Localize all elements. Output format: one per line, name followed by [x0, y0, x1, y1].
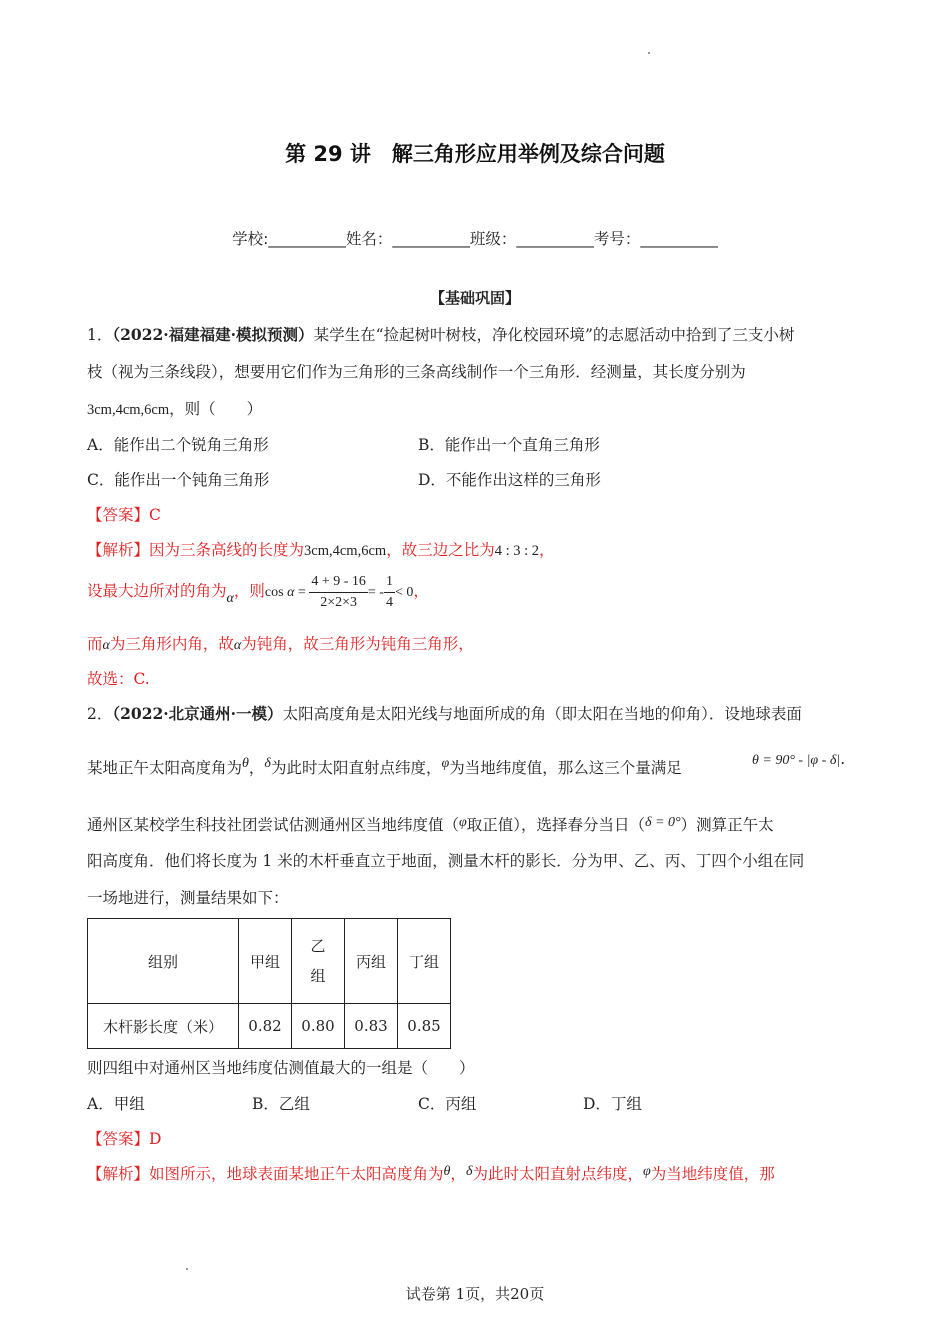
q1-explanation-1: 【解析】因为三条高线的长度为3cm,4cm,6cm，故三边之比为4 : 3 : 2，	[87, 541, 555, 559]
table-header-cell: 组别	[88, 919, 239, 1004]
q2-answer: 【答案】D	[87, 1130, 162, 1148]
q2-option-b: B．乙组	[252, 1095, 310, 1113]
shadow-length-table	[87, 918, 451, 1049]
q1-line-3: 3cm,4cm,6cm，则（ ）	[87, 400, 263, 418]
q1-option-a: A．能作出二个锐角三角形	[87, 436, 269, 454]
student-info-line: 学校:__________姓名：__________班级：__________考号：__________	[232, 230, 718, 248]
table-row	[88, 1004, 451, 1049]
q2-line-4: 阳高度角．他们将长度为 1 米的木杆垂直立于地面，测量木杆的影长．分为甲、乙、丙、丁四个小组在同	[87, 852, 805, 870]
q1-option-c: C．能作出一个钝角三角形	[87, 471, 270, 489]
table-header-cell: 丙组	[345, 919, 398, 1004]
q2-line-5: 一场地进行，测量结果如下：	[87, 889, 289, 907]
q1-lengths: 3cm,4cm,6cm	[87, 402, 170, 418]
table-cell: 木杆影长度（米）	[88, 1004, 239, 1049]
q2-option-d: D．丁组	[583, 1095, 642, 1113]
table-header-cell: 甲组	[239, 919, 292, 1004]
q1-line-1: 1．（2022·福建福建·模拟预测）某学生在“捡起树叶树枝，净化校园环境”的志愿活动中拾到了三支小树	[87, 325, 795, 344]
page-footer: 试卷第 1页，共20页	[405, 1285, 545, 1303]
table-header-cell: 丁组	[398, 919, 451, 1004]
table-cell: 0.83	[345, 1004, 398, 1049]
q2-line-3: 通州区某校学生科技社团尝试估测通州区当地纬度值（φ取正值），选择春分当日（δ = 0°）测算正午太	[87, 815, 774, 834]
q1-quarter-fraction: $\frac{1}{4}$	[385, 573, 393, 610]
table-header-cell: 乙 组	[292, 919, 345, 1004]
q2-option-c: C．丙组	[418, 1095, 477, 1113]
q1-line-2: 枝（视为三条线段），想要用它们作为三角形的三条高线制作一个三角形．经测量，其长度分别为	[87, 363, 746, 381]
table-header-row	[88, 919, 451, 1004]
q2-explanation-1: 【解析】如图所示，地球表面某地正午太阳高度角为θ，δ为此时太阳直射点纬度，φ为当地纬度值，那	[87, 1164, 775, 1183]
section-heading: 【基础巩固】	[429, 289, 520, 307]
page-title: 第 29 讲 解三角形应用举例及综合问题	[285, 142, 665, 166]
q1-explanation-2: 设最大边所对的角为α，则cos α = $\frac{4 + 9 - 16}{2\times 2\times 3}$ = - $\frac{1}{4}$ < 0，	[87, 568, 429, 614]
q2-line-1: 2．（2022·北京通州·一模）太阳高度角是太阳光线与地面所成的角（即太阳在当地的仰角）．设地球表面	[87, 704, 802, 723]
q1-option-d: D．不能作出这样的三角形	[418, 471, 601, 489]
q2-formula: θ = 90° - |φ - δ|.	[752, 750, 846, 768]
q1-explanation-3: 而α为三角形内角，故α为钝角，故三角形为钝角三角形，	[87, 635, 474, 653]
q1-source: （2022·福建福建·模拟预测）	[112, 325, 314, 344]
q2-source: （2022·北京通州·一模）	[112, 704, 283, 723]
q1-answer: 【答案】C	[87, 506, 161, 524]
q1-cos-fraction: $\frac{4 + 9 - 16}{2\times 2\times 3}$	[311, 573, 366, 610]
q1-ratio: 4 : 3 : 2	[494, 543, 540, 559]
q1-option-b: B．能作出一个直角三角形	[418, 436, 600, 454]
q2-option-a: A．甲组	[87, 1095, 145, 1113]
q2-line-2: 某地正午太阳高度角为θ，δ为此时太阳直射点纬度，φ为当地纬度值，那么这三个量满足	[87, 756, 682, 777]
q1-explanation-4: 故选：C.	[87, 670, 150, 688]
table-cell: 0.82	[239, 1004, 292, 1049]
table-cell: 0.85	[398, 1004, 451, 1049]
decor-dot-bottom	[186, 1268, 188, 1270]
decor-dot-top	[648, 52, 650, 54]
table-cell: 0.80	[292, 1004, 345, 1049]
q2-ask: 则四组中对通州区当地纬度估测值最大的一组是（ ）	[87, 1059, 475, 1077]
